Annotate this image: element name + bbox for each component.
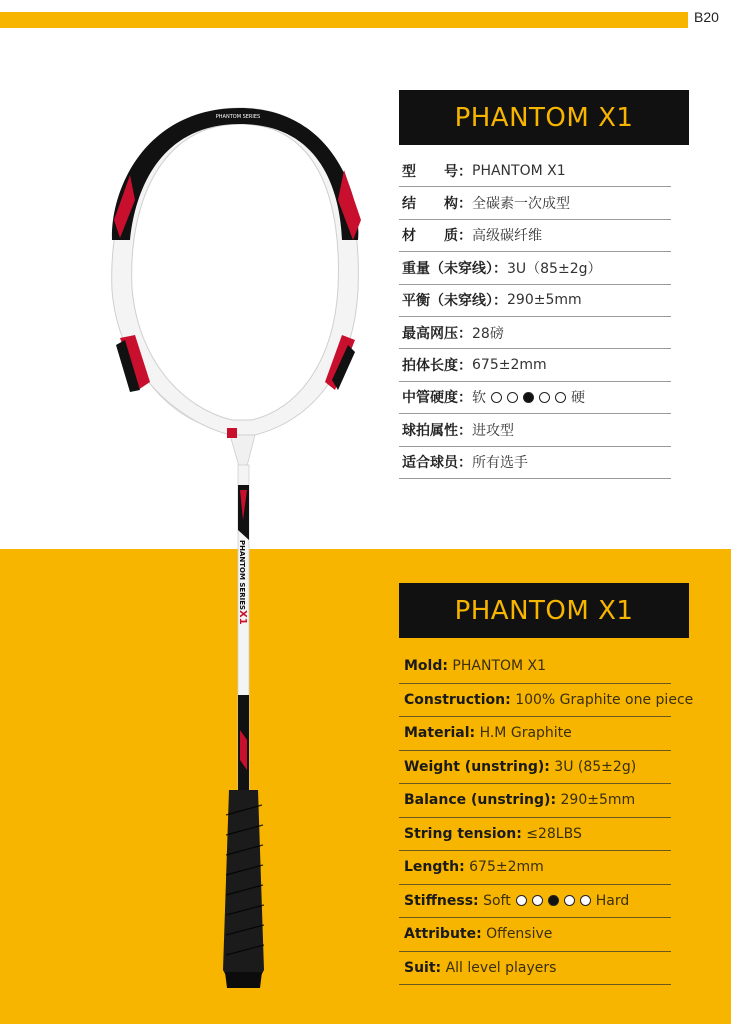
spec-label: Suit: — [404, 959, 442, 976]
spec-label: Attribute: — [404, 926, 482, 943]
en-spec-row-material — [399, 717, 671, 751]
spec-label: Mold: — [404, 658, 448, 675]
stiffness-dot-selected — [548, 895, 559, 906]
spec-label: 中管硬度： — [402, 390, 472, 407]
stiffness-dot — [532, 895, 543, 906]
stiffness-dot — [555, 392, 566, 403]
cn-title: PHANTOM X1 — [454, 102, 634, 133]
en-spec-row-tension — [399, 818, 671, 852]
spec-value: 3U (85±2g) — [554, 758, 637, 775]
spec-value: 进攻型 — [472, 422, 514, 439]
spec-label: 平衡（未穿线）： — [402, 293, 507, 310]
spec-label: Weight (unstring): — [404, 758, 550, 775]
spec-value: H.M Graphite — [479, 725, 572, 742]
spec-label: 拍体长度： — [402, 358, 472, 375]
spec-label: Balance (unstring): — [404, 792, 557, 809]
stiffness-scale — [516, 895, 591, 906]
spec-label: 适合球员： — [402, 455, 472, 472]
en-spec-row-construction — [399, 684, 694, 718]
stiffness-dot-selected — [523, 392, 534, 403]
throat-logo — [227, 428, 237, 438]
en-title: PHANTOM X1 — [454, 595, 634, 626]
spec-label: 结 构： — [402, 196, 472, 213]
stiffness-scale — [491, 392, 566, 403]
spec-value: 100% Graphite one piece — [515, 691, 694, 708]
page-code: B20 — [694, 9, 719, 25]
spec-label: String tension: — [404, 825, 522, 842]
spec-value: ≤28LBS — [526, 825, 582, 842]
spec-label: Construction: — [404, 691, 511, 708]
cn-spec-row-length — [399, 349, 671, 381]
cn-spec-row-model — [399, 155, 671, 187]
spec-value: 高级碳纤维 — [472, 228, 542, 245]
top-accent-bar — [0, 12, 688, 28]
stiffness-soft-label: 软 — [472, 390, 486, 407]
badminton-racket-image — [80, 90, 420, 1010]
spec-value: 所有选手 — [472, 455, 528, 472]
cn-spec-row-material — [399, 220, 671, 252]
stiffness-hard-label: 硬 — [571, 390, 585, 407]
cn-spec-row-construction — [399, 187, 671, 219]
cn-spec-row-weight — [399, 252, 671, 284]
spec-value: 290±5mm — [507, 292, 582, 309]
spec-value: 675±2mm — [469, 859, 544, 876]
spec-value: 290±5mm — [560, 792, 636, 809]
stiffness-dot — [564, 895, 575, 906]
spec-value: 3U（85±2g） — [507, 260, 602, 277]
stiffness-dot — [507, 392, 518, 403]
racket-grip — [223, 790, 264, 985]
en-spec-row-balance — [399, 784, 671, 818]
cn-spec-row-attribute — [399, 414, 671, 446]
stiffness-dot — [580, 895, 591, 906]
cn-spec-row-suit — [399, 447, 671, 479]
cn-spec-list — [399, 155, 671, 479]
spec-value: Offensive — [486, 926, 553, 943]
en-spec-row-weight — [399, 751, 671, 785]
en-spec-row-length — [399, 851, 671, 885]
spec-value: 675±2mm — [472, 357, 547, 374]
spec-label: 最高网压： — [402, 325, 472, 342]
stiffness-soft-label: Soft — [483, 892, 511, 909]
stiffness-hard-label: Hard — [595, 892, 630, 909]
spec-label: Stiffness: — [404, 892, 479, 909]
en-spec-row-attribute — [399, 918, 671, 952]
en-title-box — [399, 583, 689, 638]
spec-label: 型 号： — [402, 163, 472, 180]
cn-spec-row-stiffness — [399, 382, 671, 414]
spec-value: 28磅 — [472, 325, 504, 342]
en-spec-row-mold — [399, 650, 671, 684]
racket-head-text: PHANTOM SERIES — [215, 114, 261, 120]
spec-label: Length: — [404, 859, 465, 876]
shaft-series-text: PHANTOM SERIES — [238, 540, 246, 611]
cn-spec-row-balance — [399, 285, 671, 317]
cn-title-box — [399, 90, 689, 145]
shaft-model-text: X1 — [237, 610, 248, 625]
spec-label: 重量（未穿线）： — [402, 260, 507, 277]
grip-butt-cap — [225, 972, 262, 988]
spec-value: 全碳素一次成型 — [472, 196, 570, 213]
spec-label: 球拍属性： — [402, 422, 472, 439]
stiffness-dot — [539, 392, 550, 403]
en-spec-list — [399, 650, 694, 985]
cn-spec-row-tension — [399, 317, 671, 349]
spec-value: PHANTOM X1 — [472, 162, 566, 179]
spec-label: 材 质： — [402, 228, 472, 245]
en-spec-row-suit — [399, 952, 671, 986]
stiffness-dot — [491, 392, 502, 403]
en-spec-row-stiffness — [399, 885, 671, 919]
spec-value: PHANTOM X1 — [452, 658, 547, 675]
stiffness-dot — [516, 895, 527, 906]
spec-label: Material: — [404, 725, 476, 742]
spec-value: All level players — [445, 959, 557, 976]
